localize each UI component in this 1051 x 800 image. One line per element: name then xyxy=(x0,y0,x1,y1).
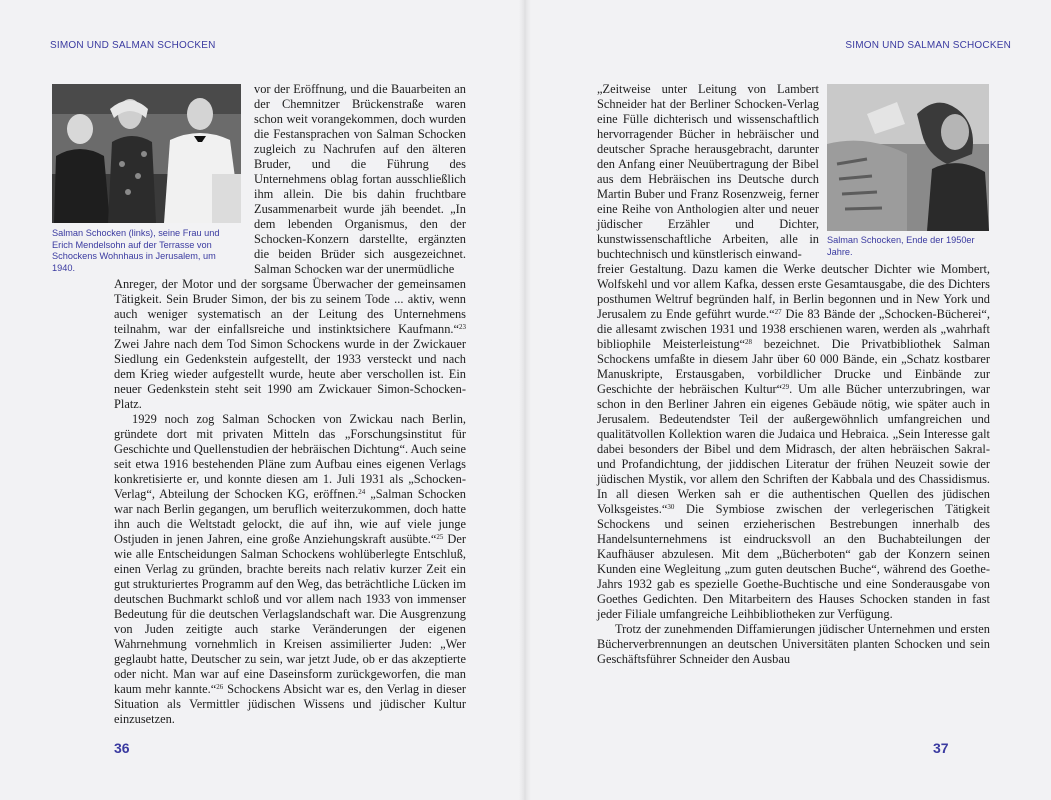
photo-caption: Salman Schocken, Ende der 1950er Jahre. xyxy=(827,235,975,257)
paragraph: vor der Eröffnung, und die Bauarbeiten an der Chemnitzer Brückenstraße waren schon weit vorangekommen, doch wurden die Festansprachen von Salman Schocken zugleich zu Nachrufen auf den älteren Bruder, und die Führung des Unternehmens oblag fortan ausschließlich ihm allein. Die bis dahin fruchtbare Zusammenarbeit wurde jäh beendet. „In dem lebenden Organismus, den der Schocken-Konzern darstellte, ergänzten die beiden Brüder sich ausgezeichnet. Salman Schocken war der unermüdliche xyxy=(254,82,466,276)
text-run: 1929 noch zog Salman Schocken von Zwickau nach Berlin, gründete dort mit privaten Mitteln das „Forschungsinstitut für Geschichte und Quellenstudien der hebräischen Dichtung“. Auch seine seit etwa 1916 bestehenden Pläne zum Aufbau eines eigenen Verlags konkretisierte er, und konnte diesen am 1. Juli 1931 als „Schocken-Verlag“, Abteilung der Schocken KG, eröffnen. xyxy=(114,412,466,501)
footnote-ref: 23 xyxy=(459,323,466,331)
text-run: . Um alle Bücher unterzubringen, war schon in den Berliner Jahren ein eigenes Gebäude nötig, wie später auch in Jerusalem. Bedeutendster Teil der außergewöhnlich umfangreichen und qualitätvollen Kollektion waren die Judaica und Hebraica. „Sein Interesse galt dabei besonders der Bibel und dem Midrasch, der alten hebräischen Sakral- und Profandichtung, der jiddischen Literatur der frühen Neuzeit sowie der jüdischen Mystik, vor allem den Schriften der Kabbala und des Chassidismus. In all diesen Werken sah er die authentischen Quellen des jüdischen Volksgeistes.“ xyxy=(597,382,990,516)
paragraph: Trotz der zunehmenden Diffamierungen jüdischer Unternehmen und ersten Bücherverbrennungen an deutschen Universitäten planten Schocken und sein Geschäftsführer Schneider den Ausbau xyxy=(597,622,990,666)
text-run: „Salman Schocken war nach Berlin gegangen, um beruflich weiterzukommen, doch hatte ihn auch die Weltstadt gelockt, die auf ihn, wie auf viele junge Ostjuden in jenen Jahren, eine große Anziehungskraft ausübte.“ xyxy=(114,487,466,546)
photo-schocken-terrace xyxy=(52,84,241,223)
paragraph xyxy=(114,412,466,727)
footnote-ref: 24 xyxy=(358,488,366,496)
text-run: freier Gestaltung. Dazu kamen die Werke deutscher Dichter wie Mombert, Wolfskehl und vor allem Kafka, dessen erste Gesamtausgabe, die des Dichters posthumen Weltruf begründen half, in Berlin begonnen und in New York und Jerusalem zu Ende geführt wurde.“ xyxy=(597,262,990,321)
running-head: SIMON UND SALMAN SCHOCKEN xyxy=(845,40,1011,51)
body-text-top xyxy=(597,82,819,262)
footnote-ref: 26 xyxy=(216,683,224,691)
body-text-main xyxy=(114,277,466,727)
left-page xyxy=(0,0,525,800)
page-number: 37 xyxy=(933,740,949,756)
paragraph xyxy=(597,262,990,622)
photo-image xyxy=(827,84,989,231)
footnote-ref: 27 xyxy=(774,308,782,316)
text-run: Zwei Jahre nach dem Tod Simon Schockens wurde in der Zwickauer Siedlung ein Gedenkstein aufgestellt, der 1933 versteckt und nach dem Krieg wieder aufgestellt wurde, heute aber verschollen ist. Ein neuer Gedenkstein steht seit 1990 am Zwickauer Simon-Schocken-Platz. xyxy=(114,337,466,411)
photo-caption: Salman Schocken (links), seine Frau und Erich Mendelsohn auf der Terrasse von Schockens Wohnhaus in Jerusalem, um 1940. xyxy=(52,228,220,273)
text-run: Der wie alle Entscheidungen Salman Schockens wohlüberlegte Entschluß, einen Verlag zu gründen, brachte bereits nach relativ kurzer Zeit ein gut strukturiertes Programm auf den Weg, das beträchtliche Lücken im deutschen Buchmarkt schloß und vor allem nach 1933 von immenser Bedeutung für die deutschen Verlagslandschaft war. Die Ausgrenzung von Juden zeitigte auch starke Veränderungen der eigenen Wahrnehmung vornehmlich in Kreisen assimilierter Juden: „Wer geglaubt hatte, Deutscher zu sein, war jetzt Jude, ob er das akzeptierte oder nicht. Man war auf eine Daseinsform zurückgeworfen, die man kaum mehr kannte.“ xyxy=(114,532,466,696)
book-gutter xyxy=(519,0,531,800)
paragraph xyxy=(114,277,466,412)
body-text-top xyxy=(254,82,466,277)
text-run: Schockens Absicht war es, den Verlag in dieser Situation als Vermittler jüdischen Wissens und jüdischer Kultur einzusetzen. xyxy=(114,682,466,726)
footnote-ref: 30 xyxy=(667,503,675,511)
text-run: Die 83 Bände der „Schocken-Bücherei“, die allesamt zwischen 1931 und 1938 erschienen waren, werden als „wahrhaft bibliophile Meisterleistung“ xyxy=(597,307,990,351)
paragraph: „Zeitweise unter Leitung von Lambert Schneider hat der Berliner Schocken-Verlag eine Fülle dichterisch und wissenschaftlich hervorragender Bücher in hebräischer und deutscher Sprache herausgebracht, darunter den Anfang einer Neuübertragung der Bibel aus dem Hebräischen ins Deutsche durch Martin Buber und Franz Rosenzweig, ferner eine Reihe von Anthologien alter und neuer jüdischer Erzähler und Dichter, kunstwissenschaftliche Arbeiten, alle in buchtechnisch und künstlerisch einwand- xyxy=(597,82,819,261)
photo-schocken-portrait xyxy=(827,84,989,231)
right-page xyxy=(525,0,1051,800)
page-number: 36 xyxy=(114,740,130,756)
text-run: bezeichnet. Die Privatbibliothek Salman Schockens umfaßte in diesem Jahr über 60 000 Bände, ein „Schatz kostbarer Manuskripte, Erstausgaben, vorbildlicher Drucke und Einbände zur Geschichte der hebräischen Kultur“ xyxy=(597,337,991,396)
footnote-ref: 28 xyxy=(745,338,753,346)
footnote-ref: 25 xyxy=(436,533,444,541)
photo-image xyxy=(52,84,241,223)
text-run: Die Symbiose zwischen der verlegerischen Tätigkeit Schockens und seinen erzieherischen Bestrebungen innerhalb des Handelsunternehmens ist eindrucksvoll an den Buchabteilungen der Kaufhäuser abzulesen. Mit dem „Bücherboten“ gab der Konzern seinen Kunden eine Wegleitung „zum guten deutschen Buche“, während des Goethe-Jahrs 1932 gab es spezielle Goethe-Buchtische und eine Sonderausgabe von Goethes Gedichten. Den Mitarbeitern des Hauses Schocken standen in fast jeder Filiale umfangreiche Leihbibliotheken zur Verfügung. xyxy=(597,502,990,621)
running-head: SIMON UND SALMAN SCHOCKEN xyxy=(50,40,216,51)
body-text-main xyxy=(597,262,990,667)
text-run: Anreger, der Motor und der sorgsame Überwacher der gemeinsamen Tätigkeit. Sein Bruder Simon, der bis zu seinem Tode ... aktiv, wenn auch weniger systematisch an der Leitung des Unternehmens teilnahm, war der einfallsreiche und instinktsichere Kaufmann.“ xyxy=(114,277,466,336)
footnote-ref: 29 xyxy=(782,383,790,391)
